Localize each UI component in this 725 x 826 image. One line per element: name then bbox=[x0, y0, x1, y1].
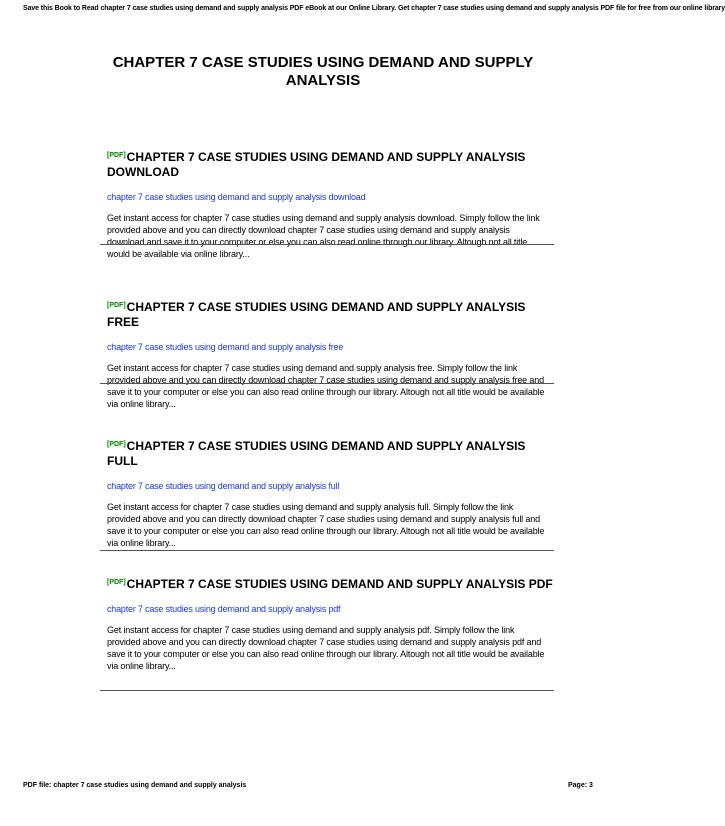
footer-file-label: PDF file: chapter 7 case studies using demand and supply analysis bbox=[23, 782, 247, 789]
section-heading bbox=[107, 298, 554, 330]
section-body: Get instant access for chapter 7 case studies using demand and supply analysis full. Simply follow the link provided above and you can directly download chapter 7 case studies using demand and supply analysis full and save it to your computer or else you can also read online through our library. Altough not all title would be available via online library... bbox=[107, 502, 545, 548]
section-divider bbox=[100, 690, 554, 691]
page-title-line-2: ANALYSIS bbox=[285, 72, 361, 89]
pdf-tag: [PDF] bbox=[107, 441, 126, 448]
top-banner: Save this Book to Read chapter 7 case studies using demand and supply analysis PDF eBook at our Online Library. Get chapter 7 case studies using demand and supply analysis PDF file for free from our online library bbox=[23, 5, 725, 12]
section-heading-text: CHAPTER 7 CASE STUDIES USING DEMAND AND SUPPLY ANALYSIS FREE bbox=[107, 300, 526, 329]
section-full bbox=[100, 437, 554, 549]
section-heading bbox=[107, 575, 554, 592]
pdf-tag: [PDF] bbox=[107, 152, 126, 159]
page-title bbox=[100, 54, 546, 90]
footer-page-number: Page: 3 bbox=[568, 782, 593, 789]
section-heading-text: CHAPTER 7 CASE STUDIES USING DEMAND AND SUPPLY ANALYSIS PDF bbox=[126, 577, 553, 591]
section-body: Get instant access for chapter 7 case studies using demand and supply analysis free. Simply follow the link provided above and you can directly download chapter 7 case studies using demand and supply analysis free and save it to your computer or else you can also read online through our library. Altough not all title would be available via online library... bbox=[107, 363, 545, 409]
section-link[interactable]: chapter 7 case studies using demand and supply analysis download bbox=[107, 192, 366, 202]
section-divider bbox=[100, 550, 554, 551]
section-body: Get instant access for chapter 7 case studies using demand and supply analysis pdf. Simply follow the link provided above and you can directly download chapter 7 case studies using demand and supply analysis pdf and save it to your computer or else you can also read online through our library. Altough not all title would be available via online library... bbox=[107, 625, 545, 671]
section-pdf bbox=[100, 575, 554, 672]
pdf-tag: [PDF] bbox=[107, 579, 126, 586]
section-body: Get instant access for chapter 7 case studies using demand and supply analysis download. Simply follow the link provided above and you can directly download chapter 7 case studies using demand and supply analysis download and save it to your computer or else you can also read online through our library. Altough not all title would be available via online library... bbox=[107, 213, 540, 259]
section-heading-text: CHAPTER 7 CASE STUDIES USING DEMAND AND SUPPLY ANALYSIS FULL bbox=[107, 439, 526, 468]
section-heading bbox=[107, 437, 554, 469]
section-link[interactable]: chapter 7 case studies using demand and supply analysis full bbox=[107, 481, 340, 491]
section-divider bbox=[100, 383, 554, 384]
section-divider bbox=[100, 244, 554, 245]
section-link[interactable]: chapter 7 case studies using demand and supply analysis pdf bbox=[107, 604, 341, 614]
section-heading bbox=[107, 148, 554, 180]
section-free bbox=[100, 298, 554, 410]
page-title-line-1: CHAPTER 7 CASE STUDIES USING DEMAND AND SUPPLY bbox=[112, 54, 534, 71]
section-heading-text: CHAPTER 7 CASE STUDIES USING DEMAND AND SUPPLY ANALYSIS DOWNLOAD bbox=[107, 150, 526, 179]
pdf-tag: [PDF] bbox=[107, 302, 126, 309]
section-link[interactable]: chapter 7 case studies using demand and supply analysis free bbox=[107, 342, 344, 352]
